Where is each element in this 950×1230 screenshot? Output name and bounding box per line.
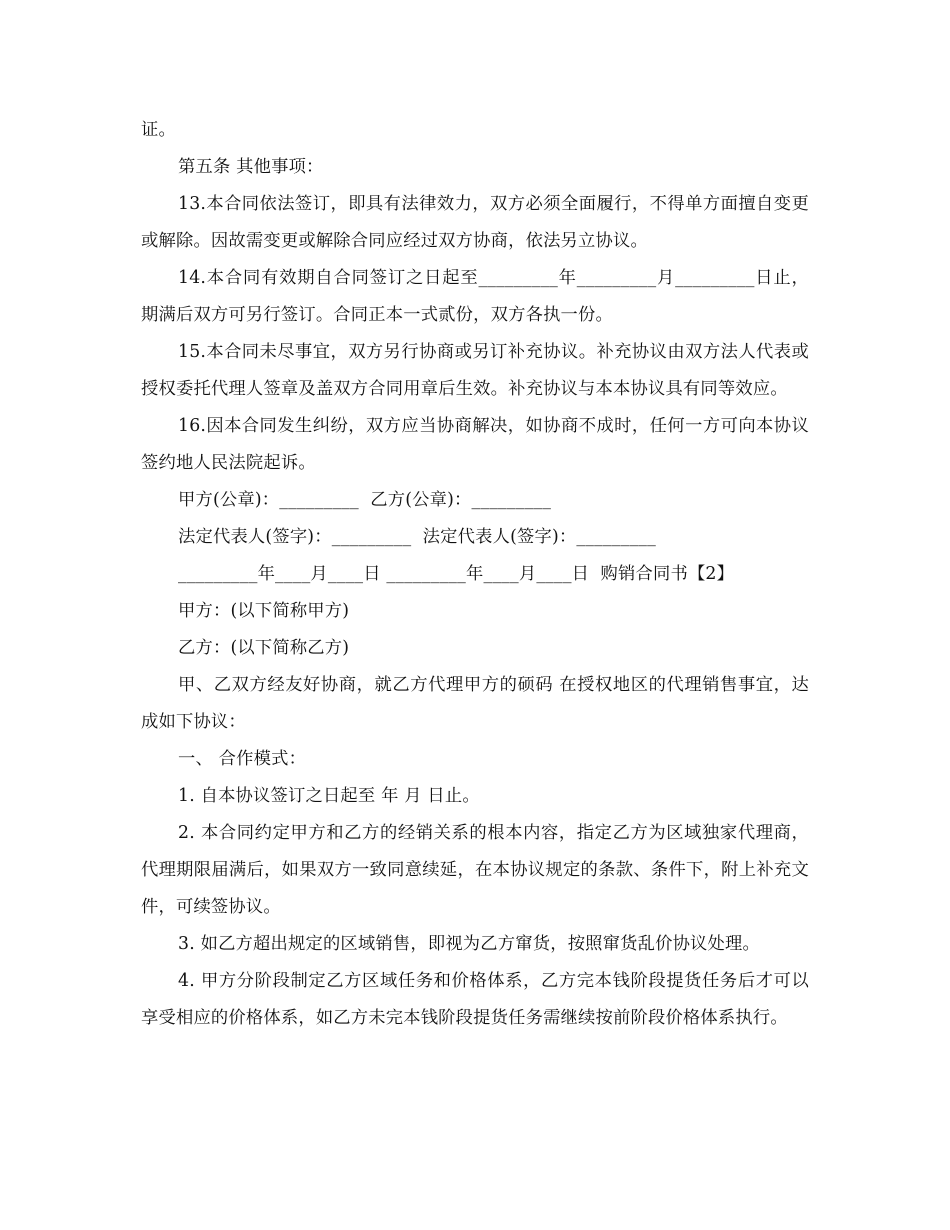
agreement-intro: 甲、乙双方经友好协商，就乙方代理甲方的硕码 在授权地区的代理销售事宜，达成如下协议：	[141, 675, 809, 732]
document-body	[141, 112, 809, 1037]
item-3: 3. 如乙方超出规定的区域销售，即视为乙方窜货，按照窜货乱价协议处理。	[178, 934, 760, 954]
item-2: 2. 本合同约定甲方和乙方的经销关系的根本内容，指定乙方为区域独家代理商， 代理期限届满后，如果双方一致同意续延，在本协议规定的条款、条件下，附上补充文件，可续签协议。	[141, 823, 809, 917]
item-4: 4. 甲方分阶段制定乙方区域任务和价格体系，乙方完本钱阶段提货任务后才可以享受相应的价格体系，如乙方未完本钱阶段提货任务需继续按前阶段价格体系执行。	[141, 971, 809, 1028]
signature-date-line: _________年____月____日 _________年____月____日 购销合同书【2】	[178, 564, 735, 584]
section-heading-cooperation-mode: 一、 合作模式：	[178, 749, 307, 769]
party-b-line: 乙方：(以下简称乙方)	[178, 638, 350, 658]
clause-16: 16.因本合同发生纠纷，双方应当协商解决，如协商不成时，任何一方可向本协议签约地人民法院起诉。	[141, 416, 809, 473]
item-1: 1. 自本协议签订之日起至 年 月 日止。	[178, 786, 480, 806]
clause-14: 14.本合同有效期自合同签订之日起至_________年_________月_________日止，期满后双方可另行签订。合同正本一式贰份，双方各执一份。	[141, 268, 809, 325]
party-a-line: 甲方：(以下简称甲方)	[178, 601, 350, 621]
signature-representative-line: 法定代表人(签字)：_________ 法定代表人(签字)：_________	[178, 527, 656, 547]
paragraph-continuation: 证。	[141, 120, 176, 140]
section-heading-article-5: 第五条 其他事项：	[178, 157, 324, 177]
signature-seal-line: 甲方(公章)：_________ 乙方(公章)：_________	[178, 490, 552, 510]
clause-15: 15.本合同未尽事宜，双方另行协商或另订补充协议。补充协议由双方法人代表或授权委托代理人签章及盖双方合同用章后生效。补充协议与本本协议具有同等效应。	[141, 342, 809, 399]
clause-13: 13.本合同依法签订，即具有法律效力，双方必须全面履行，不得单方面擅自变更或解除。因故需变更或解除合同应经过双方协商，依法另立协议。	[141, 194, 809, 251]
